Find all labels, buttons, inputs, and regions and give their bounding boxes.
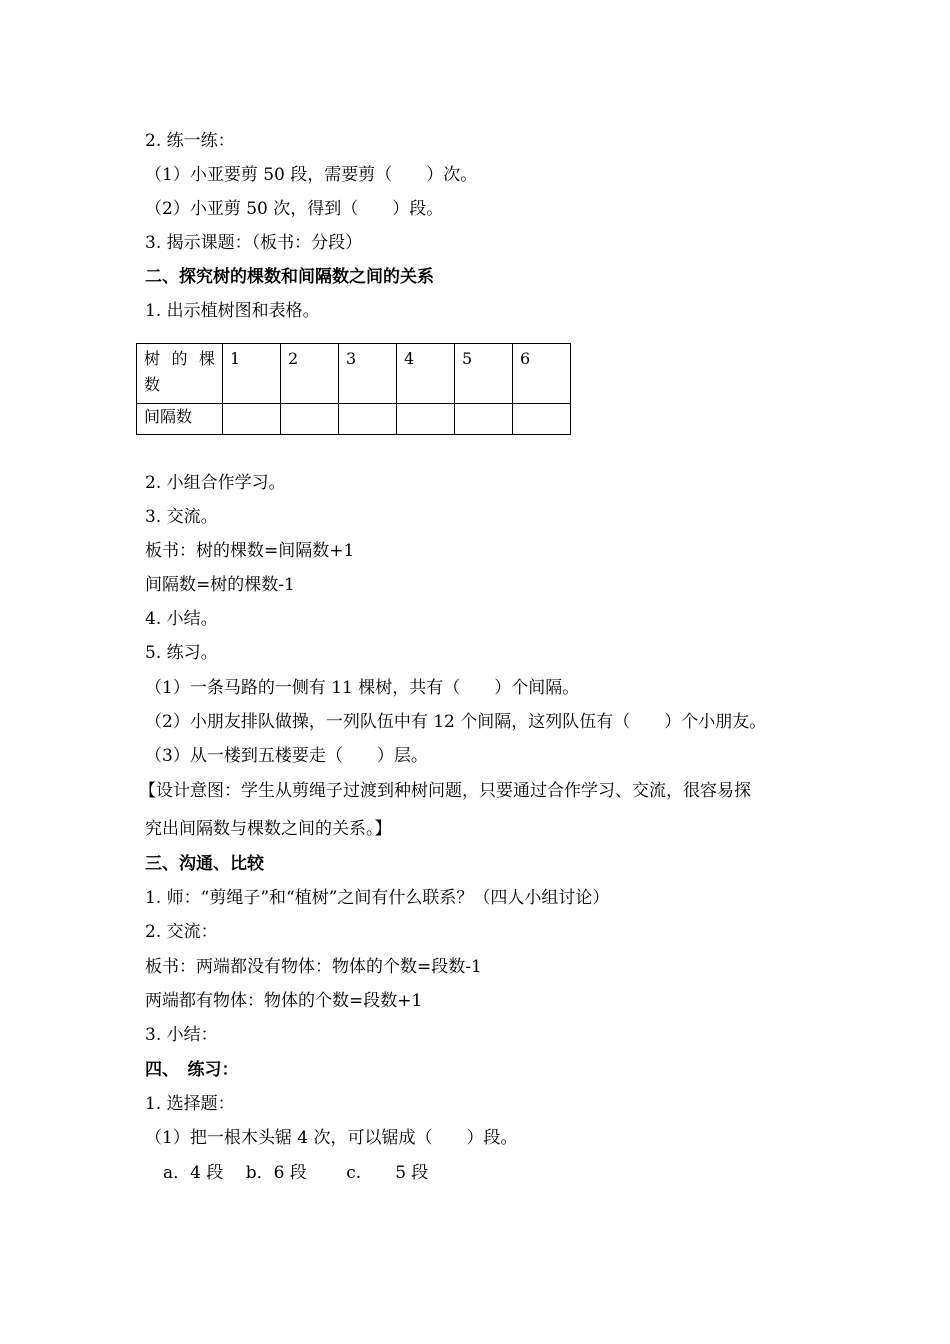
- tree-interval-table: [136, 343, 571, 435]
- table-cell: [397, 404, 455, 435]
- table-row: [137, 404, 571, 435]
- table-cell: 2: [281, 344, 339, 404]
- design-intent-line-1: 【设计意图：学生从剪绳子过渡到种树问题，只要通过合作学习、交流，很容易探: [139, 781, 751, 801]
- table-row: [137, 344, 571, 404]
- choice-options: a．4 段 b．6 段 c. 5 段: [163, 1163, 429, 1183]
- table-cell: 1: [223, 344, 281, 404]
- interval-count-header: 间隔数: [137, 404, 223, 435]
- group-study: 2. 小组合作学习。: [145, 473, 286, 493]
- section-4-heading: 四、 练习：: [145, 1060, 239, 1080]
- design-intent-line-2: 究出间隔数与棵数之间的关系。】: [145, 819, 392, 839]
- tree-count-header: [137, 344, 223, 404]
- table-cell: 3: [339, 344, 397, 404]
- exercise-heading: 5. 练习。: [145, 643, 218, 663]
- exercise-item-1: （1）一条马路的一侧有 11 棵树，共有（ ）个间隔。: [145, 678, 580, 698]
- board-formula-1: 板书：树的棵数=间隔数+1: [145, 541, 355, 561]
- summary: 4. 小结。: [145, 609, 218, 629]
- table-cell: [223, 404, 281, 435]
- table-cell: [339, 404, 397, 435]
- practice-item-2: （2）小亚剪 50 次，得到（ ）段。: [145, 199, 444, 219]
- exercise-item-2: （2）小朋友排队做操，一列队伍中有 12 个间隔，这列队伍有（ ）个小朋友。: [145, 712, 767, 732]
- teacher-question: 1. 师：“剪绳子”和“植树”之间有什么联系？（四人小组讨论）: [145, 888, 610, 908]
- exchange: 3. 交流。: [145, 507, 218, 527]
- choice-heading: 1. 选择题：: [145, 1094, 235, 1114]
- tree-count-label-b: 数: [144, 375, 161, 394]
- tree-count-label-a: 树 的 棵: [144, 349, 215, 368]
- table-cell: 6: [513, 344, 571, 404]
- exercise-item-3: （3）从一楼到五楼要走（ ）层。: [145, 746, 428, 766]
- summary-2: 3. 小结：: [145, 1025, 218, 1045]
- section-2-heading: 二、探究树的棵数和间隔数之间的关系: [145, 267, 434, 287]
- table-cell: 4: [397, 344, 455, 404]
- table-cell: 5: [455, 344, 513, 404]
- table-cell: [513, 404, 571, 435]
- choice-question-1: （1）把一根木头锯 4 次，可以锯成（ ）段。: [145, 1128, 518, 1148]
- show-table-text: 1. 出示植树图和表格。: [145, 301, 320, 321]
- board-formula-4: 两端都有物体：物体的个数=段数+1: [145, 991, 423, 1011]
- board-formula-2: 间隔数=树的棵数-1: [145, 575, 295, 595]
- board-formula-3: 板书：两端都没有物体：物体的个数=段数-1: [145, 957, 482, 977]
- exchange-2: 2. 交流：: [145, 922, 218, 942]
- section-3-heading: 三、沟通、比较: [145, 854, 264, 874]
- practice-heading: 2. 练一练：: [145, 131, 235, 151]
- practice-item-1: （1）小亚要剪 50 段，需要剪（ ）次。: [145, 165, 478, 185]
- table-cell: [281, 404, 339, 435]
- table-cell: [455, 404, 513, 435]
- topic-reveal: 3. 揭示课题：（板书：分段）: [145, 233, 363, 253]
